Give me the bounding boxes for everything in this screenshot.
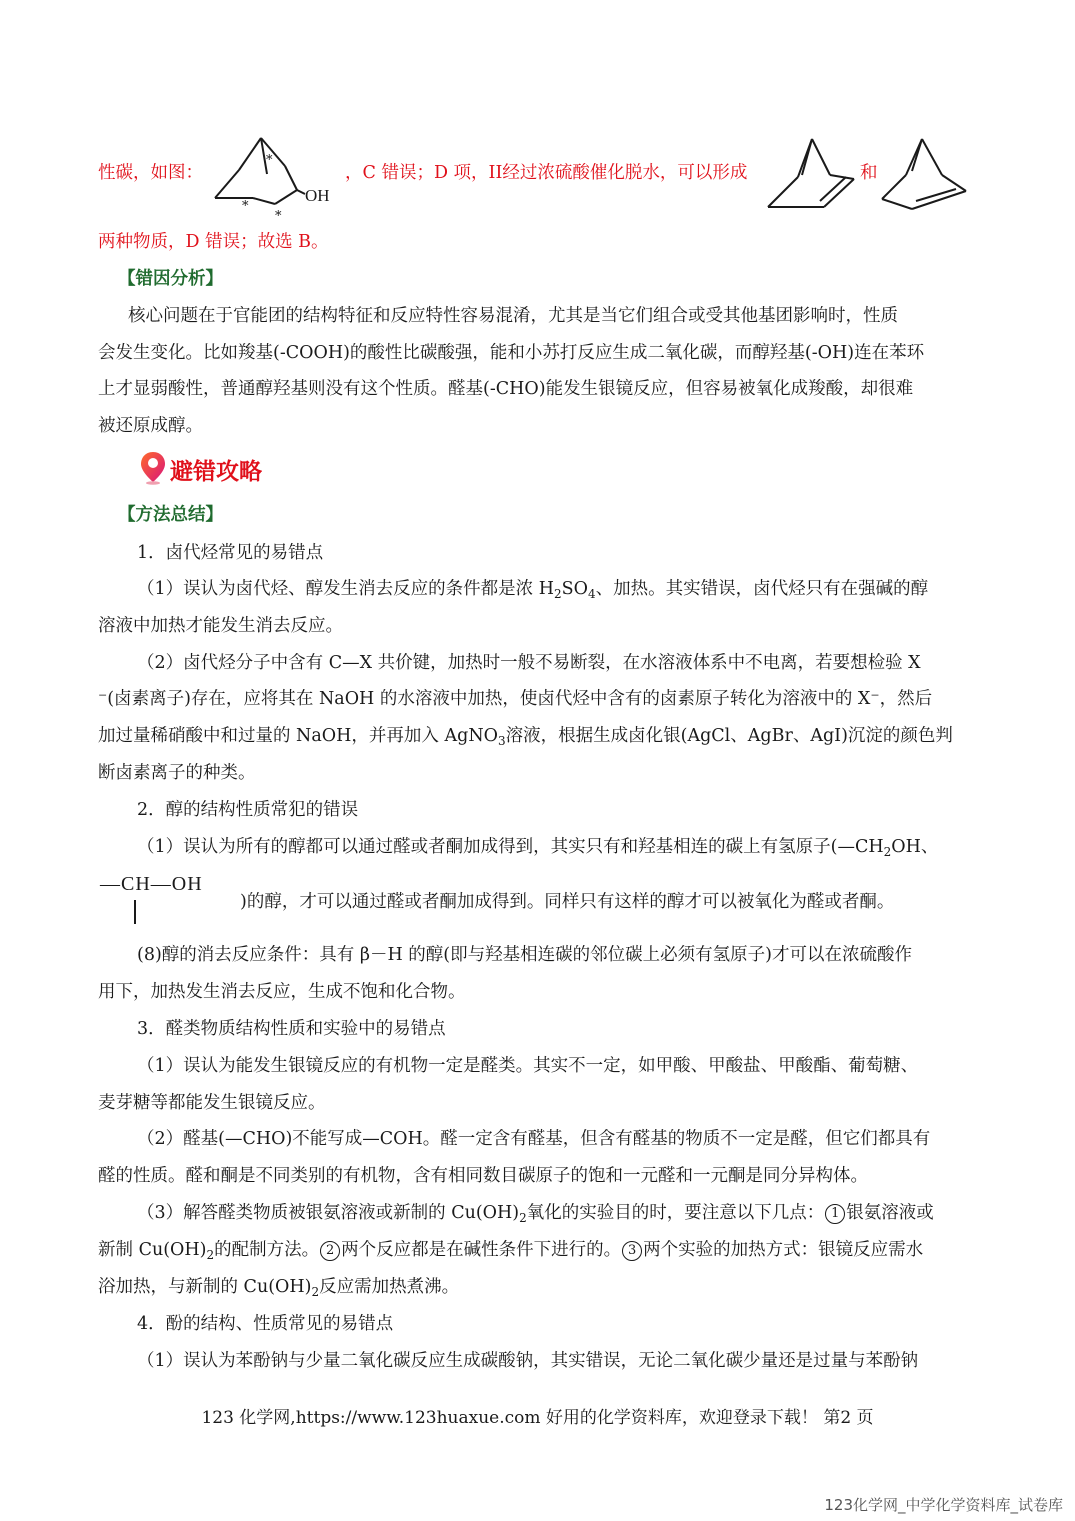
formula-bond-line	[134, 900, 136, 924]
error-cause-line: 核心问题在于官能团的结构特征和反应特性容易混淆，尤其是当它们组合或受其他基团影响时，性质	[128, 306, 898, 326]
norbornene-structure-2	[882, 135, 972, 210]
watermark: 123化学网_中学化学资料库_试卷库	[824, 1496, 1063, 1514]
p3-1-line1: （1）误认为能发生银镜反应的有机物一定是醛类。其实不一定，如甲酸、甲酸盐、甲酸酯、葡萄糖、	[137, 1056, 919, 1076]
circled-number: 3	[622, 1241, 642, 1261]
bicyclic-alcohol-structure	[215, 128, 345, 223]
p1-2-line2: ⁻(卤素离子)存在，应将其在 NaOH 的水溶液中加热，使卤代烃中含有的卤素原子转化为溶液中的 X⁻，然后	[98, 689, 933, 709]
oh-label: OH	[305, 186, 330, 205]
circled-number: 1	[825, 1204, 845, 1224]
p2-1-line1: （1）误认为所有的醇都可以通过醛或者酮加成得到，其实只有和羟基相连的碳上有氢原子($—CH_2OH$、	[137, 837, 939, 859]
p1-1-line2: 溶液中加热才能发生消去反应。	[98, 616, 343, 636]
p1-title: 1．卤代烃常见的易错点	[137, 543, 324, 563]
analysis-line1-a: 性碳，如图：	[98, 163, 203, 183]
analysis-line1-c: 和	[860, 163, 878, 183]
p4-title: 4．酚的结构、性质常见的易错点	[137, 1314, 394, 1334]
p3-3-line2: 新制 $Cu(OH)_2$的配制方法。 2 两个反应都是在碱性条件下进行的。 3 两个实验的加热方式：银镜反应需水	[98, 1240, 924, 1262]
p2-title: 2．醇的结构性质常犯的错误	[137, 800, 359, 820]
analysis-line1-b: ，C 错误；D 项，II经过浓硫酸催化脱水，可以形成	[345, 163, 748, 183]
p2-8-line2: 用下，加热发生消去反应，生成不饱和化合物。	[98, 982, 466, 1002]
norbornene-structure-1	[768, 135, 858, 210]
p4-1-line1: （1）误认为苯酚钠与少量二氧化碳反应生成碳酸钠，其实错误，无论二氧化碳少量还是过量与苯酚钠	[137, 1351, 919, 1371]
circled-number: 2	[320, 1241, 340, 1261]
p3-1-line2: 麦芽糖等都能发生银镜反应。	[98, 1093, 326, 1113]
p2-1-line2: )的醇，才可以通过醛或者酮加成得到。同样只有这样的醇才可以被氧化为醛或者酮。	[240, 892, 895, 912]
p3-title: 3．醛类物质结构性质和实验中的易错点	[137, 1019, 446, 1039]
section-title-text: 避错攻略	[170, 459, 262, 485]
svg-text:*: *	[275, 209, 282, 224]
p1-2-line1: （2）卤代烃分子中含有 C—X 共价键，加热时一般不易断裂，在水溶液体系中不电离，若要想检验 X	[137, 653, 921, 673]
page-footer: 123 化学网,https://www.123huaxue.com 好用的化学资料库，欢迎登录下载！ 第2 页	[201, 1408, 874, 1428]
p2-8-line1: (8)醇的消去反应条件：具有 β－H 的醇(即与羟基相连碳的邻位碳上必须有氢原子)才可以在浓硫酸作	[137, 945, 912, 965]
p1-2-line3: 加过量稀硝酸中和过量的 NaOH，并再加入 AgNO$_3$溶液，根据生成卤化银(AgCl、AgBr、AgI)沉淀的颜色判	[98, 726, 953, 748]
error-cause-line: 会发生变化。比如羧基(-COOH)的酸性比碳酸强，能和小苏打反应生成二氧化碳，而醇羟基(-OH)连在苯环	[98, 343, 925, 363]
analysis-line2: 两种物质，D 错误；故选 B。	[98, 232, 329, 252]
p3-3-line1: （3）解答醛类物质被银氨溶液或新制的 $Cu(OH)_2$氧化的实验目的时，要注意以下几点： 1 银氨溶液或	[137, 1203, 934, 1225]
svg-text:*: *	[266, 153, 273, 168]
p3-3-line3: 浴加热，与新制的 $Cu(OH)_2$反应需加热煮沸。	[98, 1277, 460, 1299]
error-cause-line: 上才显弱酸性，普通醇羟基则没有这个性质。醛基(-CHO)能发生银镜反应，但容易被氧化成羧酸，却很难	[98, 379, 914, 399]
alcohol-structure-formula: —CH—OH	[100, 873, 203, 895]
location-pin-icon	[140, 451, 166, 485]
p3-2-line1: （2）醛基(—CHO)不能写成—COH。醛一定含有醛基，但含有醛基的物质不一定是醛，但它们都具有	[137, 1129, 931, 1149]
error-cause-heading: 【错因分析】	[118, 269, 223, 289]
error-cause-line: 被还原成醇。	[98, 416, 203, 436]
svg-text:*: *	[242, 199, 249, 214]
p1-1-line1: （1）误认为卤代烃、醇发生消去反应的条件都是浓 $H_2SO_4$、加热。其实错误，卤代烃只有在强碱的醇	[137, 579, 929, 601]
p3-2-line2: 醛的性质。醛和酮是不同类别的有机物，含有相同数目碳原子的饱和一元醛和一元酮是同分异构体。	[98, 1166, 868, 1186]
p1-2-line4: 断卤素离子的种类。	[98, 763, 256, 783]
method-heading: 【方法总结】	[118, 505, 223, 525]
